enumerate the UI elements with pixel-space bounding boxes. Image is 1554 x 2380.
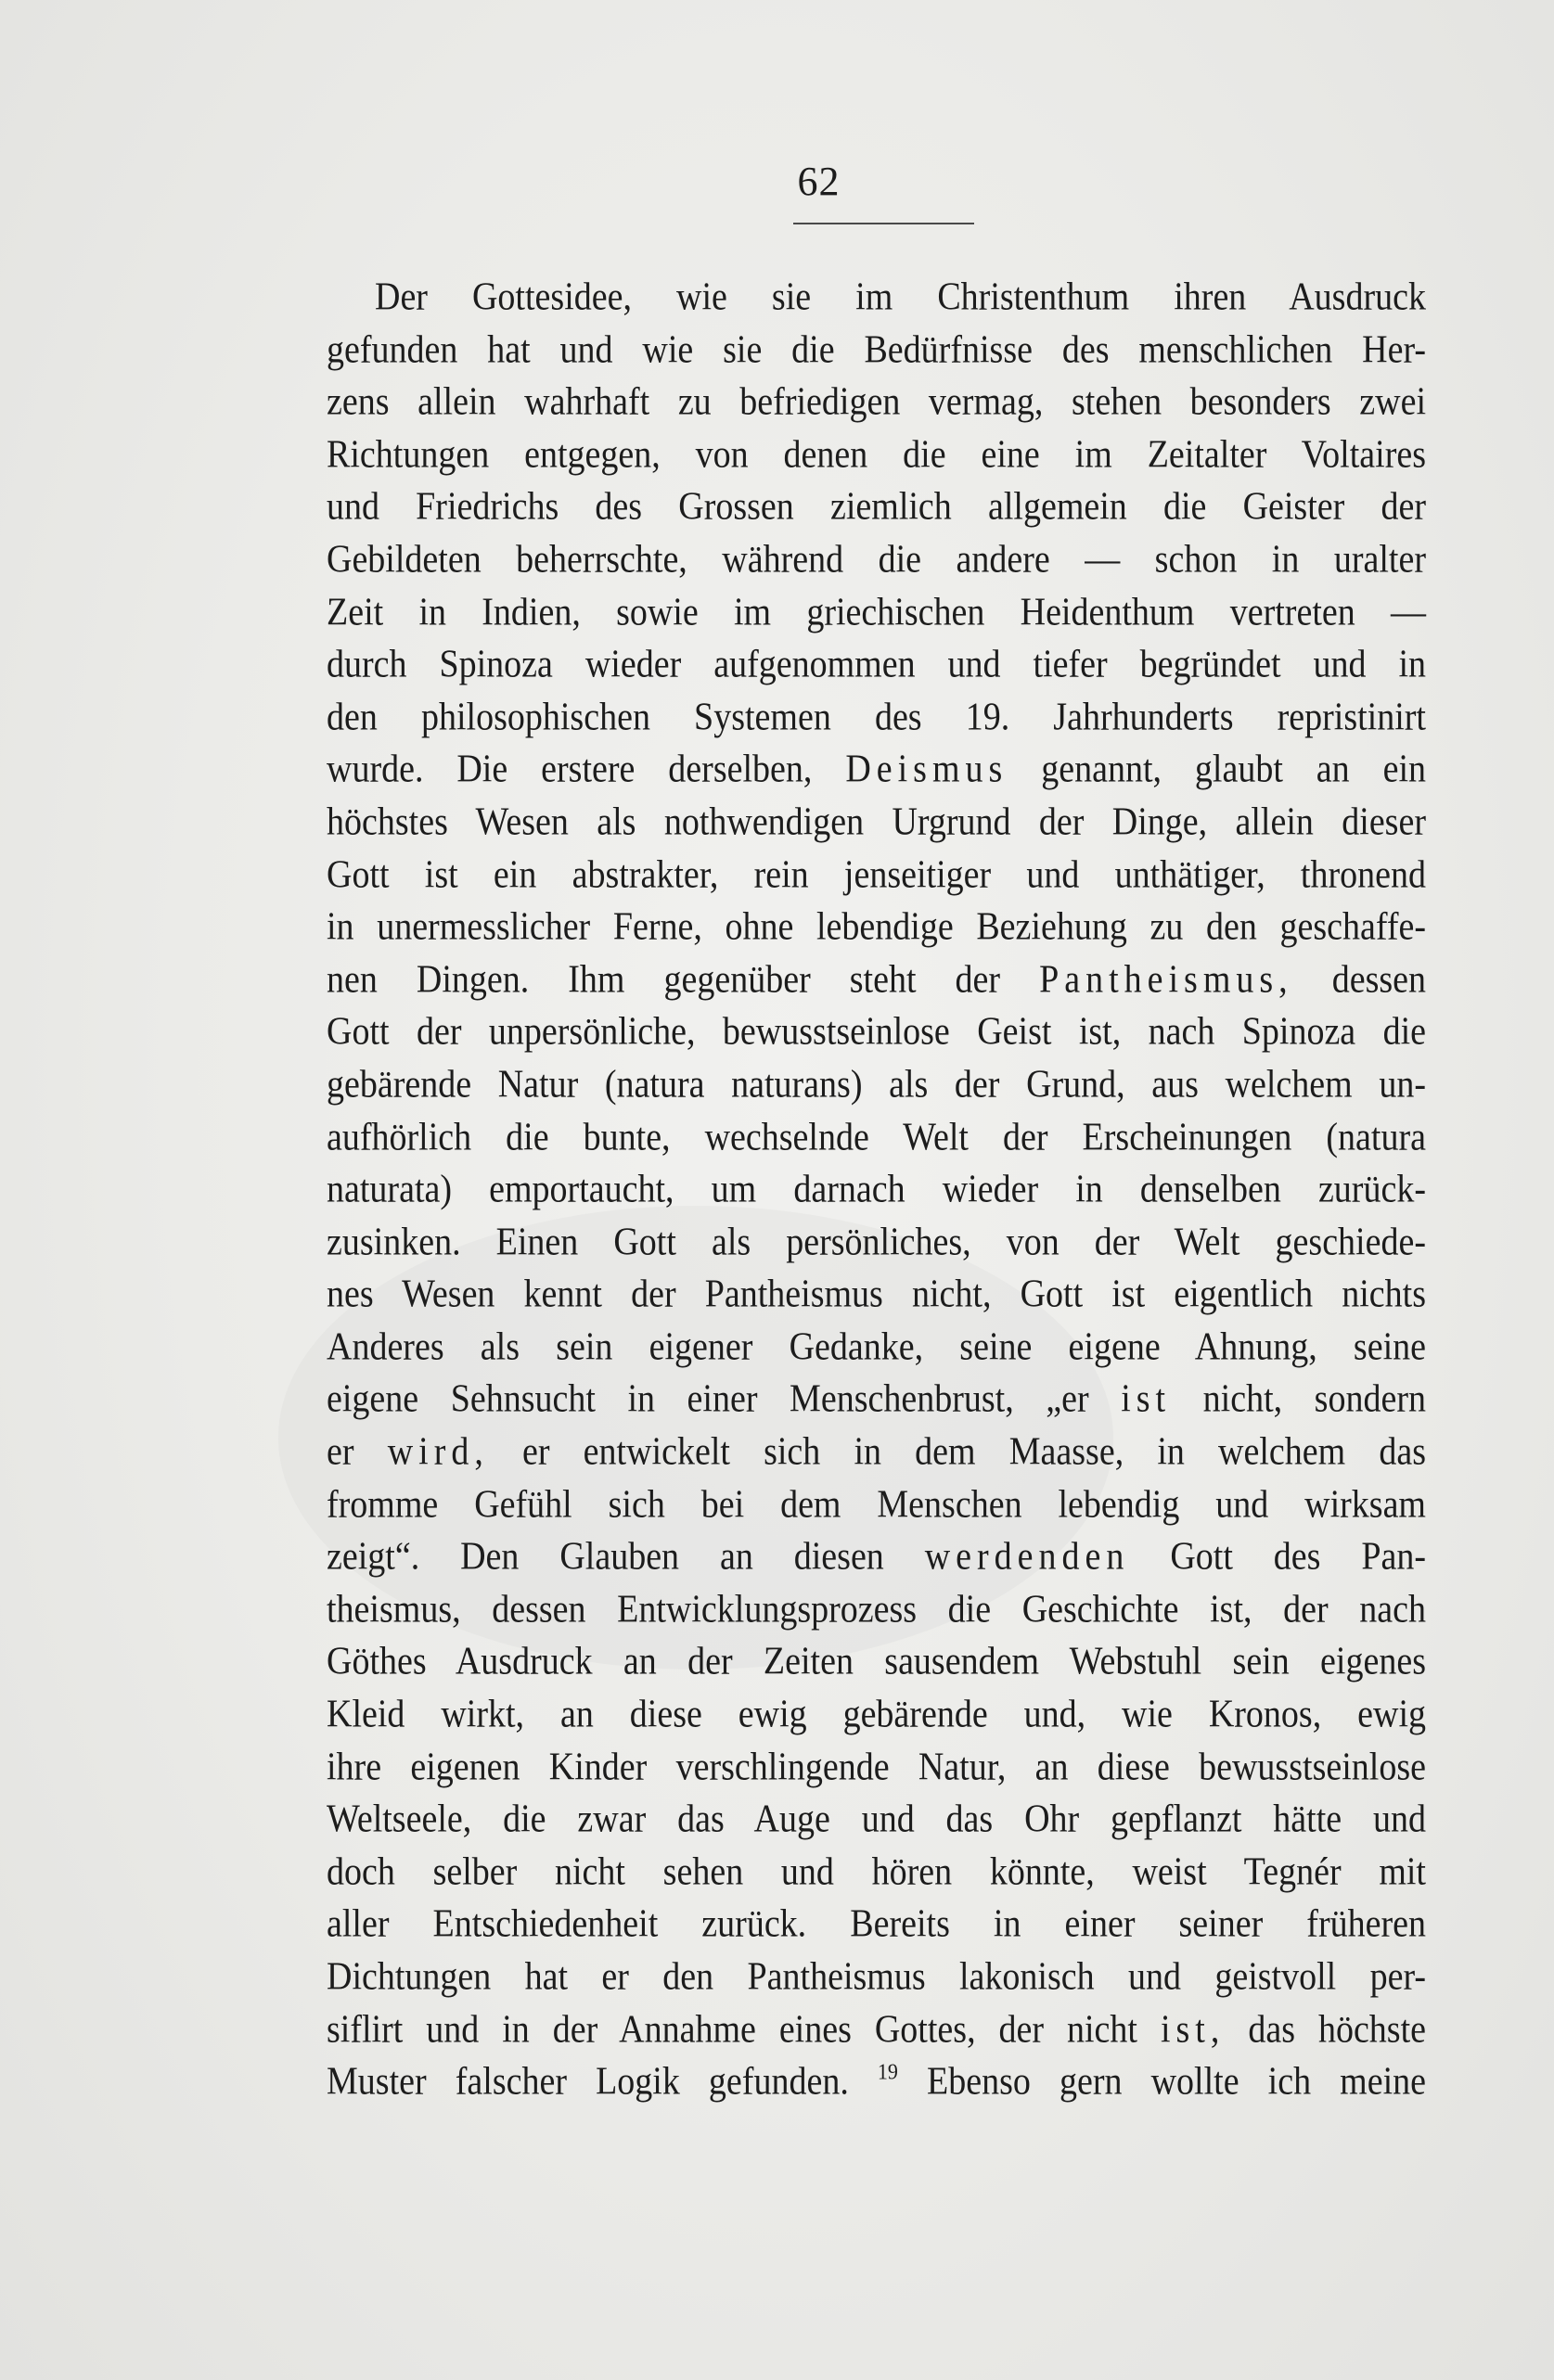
emphasized-term: ist: [1121, 1376, 1172, 1421]
text-line: ihre eigenen Kinder verschlingende Natur, an diese bewusstseinlose: [327, 1745, 1426, 1789]
text-line: Kleid wirkt, an diese ewig gebärende und, wie Kronos, ewig: [327, 1692, 1426, 1736]
text-line: Gott der unpersönliche, bewusstseinlose Geist ist, nach Spinoza die: [327, 1009, 1426, 1054]
text-run: eigene Sehnsucht in einer Menschenbrust, „er: [327, 1376, 1089, 1421]
text-line: [327, 2053, 1426, 2111]
text-line: doch selber nicht sehen und hören könnte, weist Tegnér mit: [327, 1849, 1426, 1894]
text-line: Göthes Ausdruck an der Zeiten sausendem Webstuhl sein eigenes: [327, 1639, 1426, 1683]
text-line: Weltseele, die zwar das Auge und das Ohr gepflanzt hätte und: [327, 1797, 1426, 1841]
emphasized-term: wird,: [387, 1429, 489, 1474]
text-run: siflirt und in der Annahme eines Gottes, der nicht: [327, 2007, 1137, 2052]
text-run: er: [327, 1429, 354, 1474]
text-line: fromme Gefühl sich bei dem Menschen lebendig und wirksam: [327, 1482, 1426, 1527]
text-run: das höchste: [1248, 2007, 1427, 2052]
text-line: höchstes Wesen als nothwendigen Urgrund der Dinge, allein dieser: [327, 800, 1426, 844]
text-run: zeigt“. Den Glauben an diesen: [327, 1534, 884, 1579]
text-line: [327, 2000, 1426, 2058]
text-line: Der Gottesidee, wie sie im Christenthum ihren Ausdruck: [375, 275, 1426, 319]
text-line: theismus, dessen Entwicklungsprozess die Geschichte ist, der nach: [327, 1587, 1426, 1631]
text-line: zusinken. Einen Gott als persönliches, von der Welt geschiede-: [327, 1220, 1426, 1264]
text-line: [327, 1528, 1426, 1586]
body-text: [327, 271, 1426, 2108]
header-rule: [793, 223, 974, 224]
text-run: dessen: [1331, 957, 1427, 1002]
text-line: aller Entschiedenheit zurück. Bereits in einer seiner früheren: [327, 1901, 1426, 1946]
text-line: naturata) emportaucht, um darnach wieder in denselben zurück-: [327, 1167, 1426, 1211]
text-line: [327, 1423, 1426, 1481]
text-line: durch Spinoza wieder aufgenommen und tiefer begründet und in: [327, 642, 1426, 686]
footnote-reference: 19: [877, 2058, 898, 2085]
text-run: wurde. Die erstere derselben,: [327, 747, 813, 791]
text-line: [327, 740, 1426, 799]
text-line: Dichtungen hat er den Pantheismus lakonisch und geistvoll per-: [327, 1954, 1426, 1999]
emphasized-term: ist,: [1160, 2007, 1226, 2052]
page-number: 62: [797, 159, 841, 204]
text-line: den philosophischen Systemen des 19. Jahrhunderts repristinirt: [327, 695, 1426, 739]
text-line: nes Wesen kennt der Pantheismus nicht, Gott ist eigentlich nichts: [327, 1272, 1426, 1316]
text-line: gebärende Natur (natura naturans) als der Grund, aus welchem un-: [327, 1062, 1426, 1107]
text-line: Gott ist ein abstrakter, rein jenseitiger und unthätiger, thronend: [327, 851, 1426, 897]
text-line: Zeit in Indien, sowie im griechischen Heidenthum vertreten —: [327, 590, 1426, 634]
text-line: und Friedrichs des Grossen ziemlich allgemein die Geister der: [327, 484, 1426, 529]
emphasized-term: Pantheismus,: [1039, 957, 1293, 1002]
text-line: zens allein wahrhaft zu befriedigen vermag, stehen besonders zwei: [327, 379, 1426, 424]
text-line: Anderes als sein eigener Gedanke, seine eigene Ahnung, seine: [327, 1324, 1426, 1369]
text-line: gefunden hat und wie sie die Bedürfnisse des menschlichen Her-: [327, 327, 1426, 372]
text-run: nicht, sondern: [1202, 1376, 1426, 1421]
text-run: nen Dingen. Ihm gegenüber steht der: [327, 957, 1001, 1002]
text-line: Richtungen entgegen, von denen die eine im Zeitalter Voltaires: [327, 432, 1426, 477]
text-run: genannt, glaubt an ein: [1041, 747, 1426, 791]
text-line: Gebildeten beherrschte, während die andere — schon in uralter: [327, 537, 1426, 582]
text-run: er entwickelt sich in dem Maasse, in welchem das: [522, 1429, 1427, 1474]
text-line: [327, 950, 1426, 1008]
emphasized-term: werdenden: [924, 1534, 1130, 1579]
text-run: Ebenso gern wollte ich meine: [927, 2059, 1427, 2104]
text-line: [327, 1370, 1426, 1428]
emphasized-term: Deismus: [845, 747, 1008, 791]
text-line: in unermesslicher Ferne, ohne lebendige Beziehung zu den geschaffe-: [327, 904, 1426, 949]
text-run: Muster falscher Logik gefunden.: [327, 2059, 849, 2104]
text-run: Gott des Pan-: [1170, 1534, 1426, 1579]
text-line: aufhörlich die bunte, wechselnde Welt der Erscheinungen (natura: [327, 1114, 1426, 1158]
